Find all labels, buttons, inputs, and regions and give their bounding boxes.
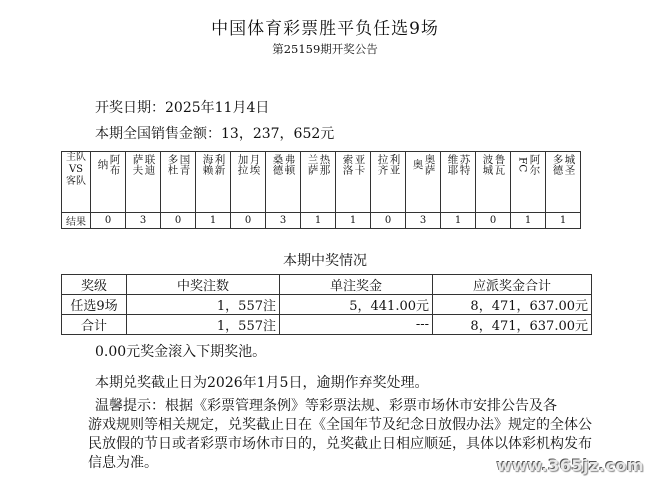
total-prize: 8，471，637.00元 xyxy=(433,295,592,315)
away-team: 阿尔 xyxy=(528,154,541,175)
reminder-line: 温馨提示：根据《彩票管理条例》等彩票法规、彩票市场休市安排公告及各 xyxy=(95,398,557,414)
total-prize: 8，471，637.00元 xyxy=(433,315,592,335)
match-cell xyxy=(476,152,511,213)
home-team: 萨夫 xyxy=(131,154,144,175)
winner-count: 1，557注 xyxy=(127,315,280,335)
home-team: 兰萨 xyxy=(306,154,319,175)
away-team: 联迪 xyxy=(143,154,156,175)
header-total: 应派奖金合计 xyxy=(433,275,592,295)
claim-deadline: 本期兑奖截止日为2026年1月5日，逾期作弃奖处理。 xyxy=(95,375,429,391)
match-result: 0 xyxy=(476,213,511,229)
away-team: 利新 xyxy=(213,154,226,175)
home-team: 多德 xyxy=(551,154,564,175)
match-cell xyxy=(196,152,231,213)
sales-amount: 本期全国销售金额：13，237，652元 xyxy=(95,126,335,142)
home-label: 主队 xyxy=(66,152,86,163)
away-team: 利亚 xyxy=(388,154,401,175)
match-result: 1 xyxy=(336,213,371,229)
match-cell xyxy=(301,152,336,213)
header-count: 中奖注数 xyxy=(127,275,280,295)
home-team: 加拉 xyxy=(236,154,249,175)
reminder-line: 民放假的节日或者彩票市场休市日的，兑奖截止日相应顺延，具体以体彩机构发布 xyxy=(88,436,592,452)
away-team: 鲁瓦 xyxy=(493,154,506,175)
table-row xyxy=(62,315,592,335)
single-prize: 5，441.00元 xyxy=(280,295,433,315)
match-cell xyxy=(161,152,196,213)
match-result: 0 xyxy=(91,213,126,229)
prize-table xyxy=(61,274,592,335)
match-cell xyxy=(406,152,441,213)
away-team: 月埃 xyxy=(248,154,261,175)
winner-count: 1，557注 xyxy=(127,295,280,315)
away-team: 弗顿 xyxy=(283,154,296,175)
match-cell xyxy=(441,152,476,213)
match-result: 1 xyxy=(546,213,581,229)
header-single: 单注奖金 xyxy=(280,275,433,295)
match-cell xyxy=(546,152,581,213)
watermark: www.365jz.com xyxy=(496,456,644,475)
match-cell xyxy=(336,152,371,213)
rollover-note: 0.00元奖金滚入下期奖池。 xyxy=(95,344,267,360)
issue-number: 第25159期开奖公告 xyxy=(272,42,378,56)
match-cell xyxy=(266,152,301,213)
home-team: 桑德 xyxy=(271,154,284,175)
match-cell xyxy=(231,152,266,213)
prize-section-title: 本期中奖情况 xyxy=(283,253,367,269)
home-team: 拉齐 xyxy=(376,154,389,175)
prize-level: 任选9场 xyxy=(62,295,127,315)
away-team: 热那 xyxy=(318,154,331,175)
announcement-title: 中国体育彩票胜平负任选9场 xyxy=(211,19,439,39)
away-team: 奥萨 xyxy=(423,154,436,175)
match-table xyxy=(61,151,581,229)
match-result: 1 xyxy=(441,213,476,229)
home-team: 多杜 xyxy=(166,154,179,175)
away-label: 客队 xyxy=(66,176,86,187)
home-team: FC xyxy=(516,156,529,173)
away-team: 城圣 xyxy=(563,154,576,175)
home-team: 维耶 xyxy=(446,154,459,175)
prize-level: 合计 xyxy=(62,315,127,335)
single-prize: --- xyxy=(280,315,433,335)
table-row xyxy=(62,295,592,315)
away-team: 亚卡 xyxy=(353,154,366,175)
home-away-header xyxy=(62,152,91,213)
match-result: 3 xyxy=(266,213,301,229)
reminder-line: 信息为准。 xyxy=(88,455,158,471)
header-level: 奖级 xyxy=(62,275,127,295)
match-result: 0 xyxy=(161,213,196,229)
home-team: 奥 xyxy=(411,159,424,170)
match-result: 3 xyxy=(126,213,161,229)
match-result: 0 xyxy=(231,213,266,229)
home-team: 海赖 xyxy=(201,154,214,175)
match-result: 1 xyxy=(196,213,231,229)
prize-table-header xyxy=(62,275,592,295)
home-team: 纳 xyxy=(96,159,109,170)
match-cell xyxy=(371,152,406,213)
match-result: 0 xyxy=(371,213,406,229)
match-result: 3 xyxy=(406,213,441,229)
vs-label: VS xyxy=(68,164,84,175)
match-cell xyxy=(126,152,161,213)
result-label: 结果 xyxy=(62,213,91,229)
away-team: 阿布 xyxy=(108,154,121,175)
home-team: 波城 xyxy=(481,154,494,175)
match-cell xyxy=(511,152,546,213)
draw-date: 开奖日期：2025年11月4日 xyxy=(95,100,270,116)
reminder-line: 游戏规则等相关规定，兑奖截止日在《全国年节及纪念日放假办法》规定的全体公 xyxy=(88,417,592,433)
home-team: 索洛 xyxy=(341,154,354,175)
match-result: 1 xyxy=(301,213,336,229)
away-team: 国青 xyxy=(178,154,191,175)
match-cell xyxy=(91,152,126,213)
away-team: 苏特 xyxy=(458,154,471,175)
match-result: 1 xyxy=(511,213,546,229)
